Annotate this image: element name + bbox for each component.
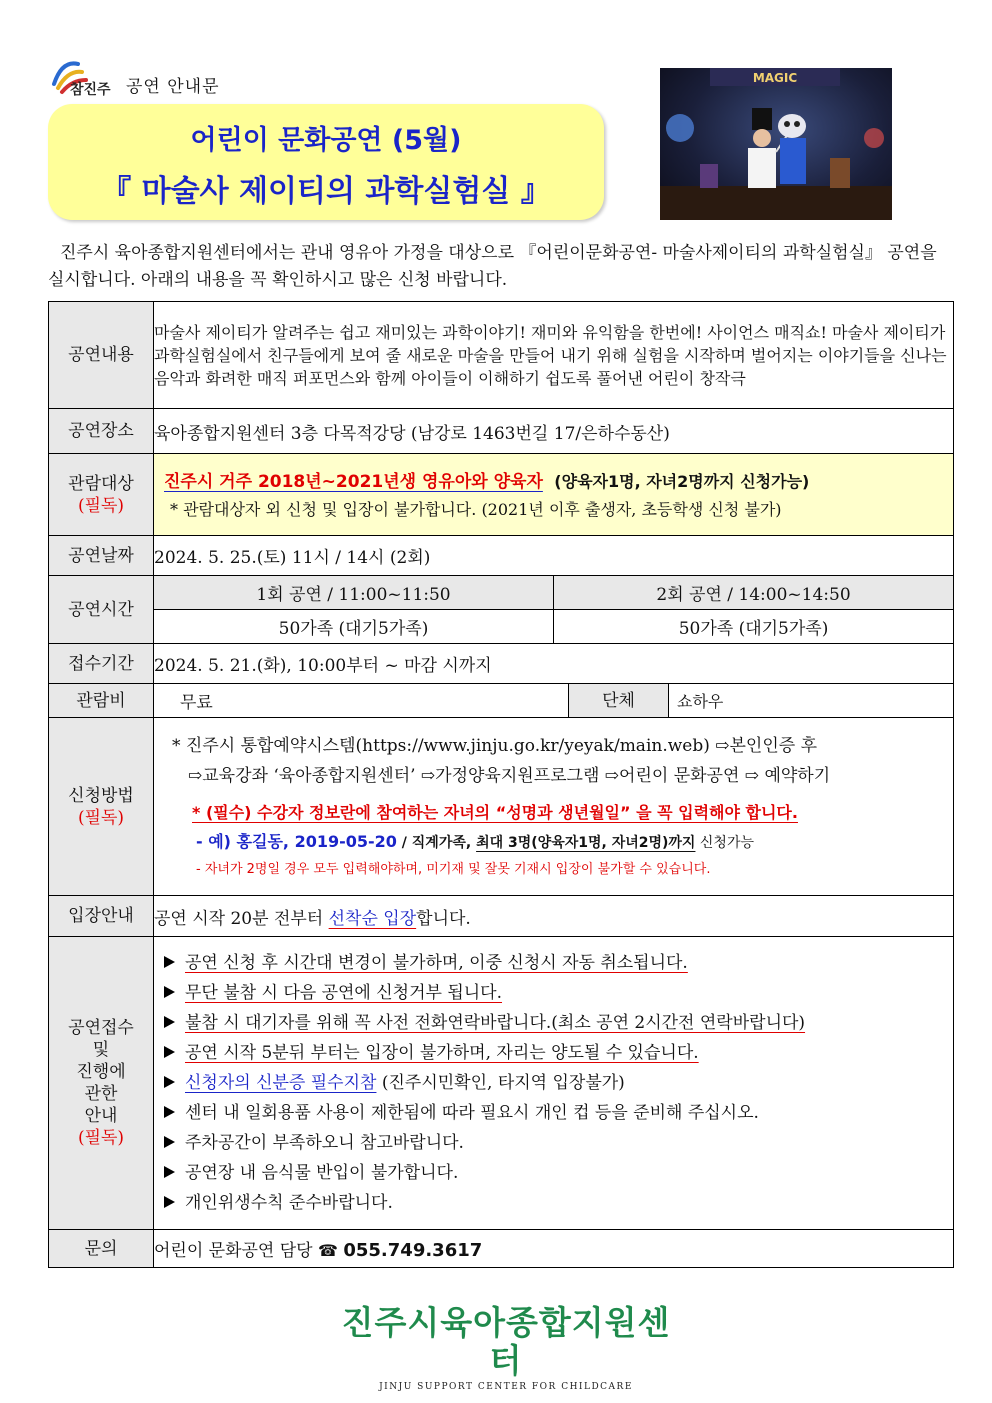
intro-paragraph: 진주시 육아종합지원센터에서는 관내 영유아 가정을 대상으로 『어린이문화공연- 마술사제이티의 과학실험실』 공연을 실시합니다. 아래의 내용을 꼭 확인하시고 많은 신청 바랍니다. bbox=[48, 243, 937, 290]
apply-line1: * 진주시 통합예약시스템(https://www.jinju.go.kr/yeyak/main.web) ⇨본인인증 후 bbox=[172, 736, 818, 756]
bullet-triangle-icon bbox=[164, 1016, 175, 1028]
guide-item: 무단 불참 시 다음 공연에 신청거부 됩니다. bbox=[164, 978, 945, 1008]
apply-warning: - 자녀가 2명일 경우 모두 입력해야하며, 미기재 및 잘못 기재시 입장이 불가할 수 있습니다. bbox=[196, 862, 711, 877]
row-date bbox=[49, 536, 954, 576]
row-content bbox=[49, 302, 954, 409]
session2-capacity: 50가족 (대기5가족) bbox=[554, 610, 954, 644]
magic-show-photo bbox=[660, 68, 892, 220]
fee-value: 무료 bbox=[154, 684, 569, 718]
event-title: 어린이 문화공연 (5월) bbox=[190, 125, 462, 156]
guide-id-suffix: (진주시민확인, 타지역 입장불가) bbox=[376, 1073, 625, 1093]
audience-note: * 관람대상자 외 신청 및 입장이 불가합니다. (2021년 이후 출생자, 초등학생 신청 불가) bbox=[170, 499, 782, 519]
reception-text: 2024. 5. 21.(화), 10:00부터 ~ 마감 시까지 bbox=[154, 644, 954, 684]
audience-cell bbox=[154, 454, 954, 536]
time-subtable bbox=[154, 576, 953, 643]
guide-item: 센터 내 일회용품 사용이 제한됨에 따라 필요시 개인 컵 등을 준비해 주십시오. bbox=[164, 1098, 945, 1128]
bullet-triangle-icon bbox=[164, 1196, 175, 1208]
apply-example-line bbox=[192, 827, 945, 858]
label-guide bbox=[49, 937, 154, 1230]
entry-highlight: 선착순 입장 bbox=[328, 908, 417, 929]
apply-label-text: 신청방법 bbox=[68, 785, 134, 806]
footer-logo-text: 진주시육아종합지원센터 bbox=[341, 1303, 671, 1380]
apply-line2: ⇨교육강좌 ‘육아종합지원센터’ ⇨가정양육지원프로그램 ⇨어린이 문화공연 ⇨ 예약하기 bbox=[188, 766, 831, 786]
session1-time: 1회 공연 / 11:00~11:50 bbox=[154, 576, 554, 610]
group-value: 쇼하우 bbox=[669, 684, 954, 718]
guide-label-5: 안내 bbox=[84, 1106, 118, 1126]
label-audience bbox=[49, 454, 154, 536]
label-contact: 문의 bbox=[49, 1230, 154, 1268]
venue-text: 육아종합지원센터 3층 다목적강당 (남강로 1463번길 17/은하수동산) bbox=[154, 409, 954, 454]
label-time: 공연시간 bbox=[49, 576, 154, 644]
bullet-triangle-icon bbox=[164, 1166, 175, 1178]
jinju-city-logo bbox=[48, 54, 116, 98]
row-guide bbox=[49, 937, 954, 1230]
guide-item: 개인위생수칙 준수바랍니다. bbox=[164, 1188, 945, 1218]
row-audience bbox=[49, 454, 954, 536]
apply-example-mid: / 직계가족, bbox=[396, 835, 477, 851]
label-venue: 공연장소 bbox=[49, 409, 154, 454]
footer-logo-subtext: JINJU SUPPORT CENTER FOR CHILDCARE bbox=[379, 1382, 633, 1392]
guide-required: (필독) bbox=[77, 1128, 125, 1148]
guide-label-3: 진행에 bbox=[76, 1062, 126, 1082]
logo-text: 참진주 bbox=[70, 82, 111, 98]
label-group: 단체 bbox=[569, 684, 669, 718]
bullet-triangle-icon bbox=[164, 1076, 175, 1088]
entry-suffix: 합니다. bbox=[416, 908, 471, 929]
apply-example-prefix: - 예) 홍길동, 2019-05-20 bbox=[196, 832, 397, 851]
entry-prefix: 공연 시작 20분 전부터 bbox=[154, 908, 329, 929]
apply-example-limit: 최대 3명(양육자1명, 자녀2명)까지 bbox=[476, 835, 696, 851]
guide-item: 주차공간이 부족하오니 참고바랍니다. bbox=[164, 1128, 945, 1158]
magic-banner-text: MAGIC bbox=[752, 71, 798, 85]
audience-limit: (양육자1명, 자녀2명까지 신청가능) bbox=[554, 471, 810, 491]
info-table bbox=[48, 301, 954, 1268]
row-apply bbox=[49, 718, 954, 896]
row-entry bbox=[49, 896, 954, 937]
audience-required: (필독) bbox=[77, 495, 125, 516]
guide-item: 공연 신청 후 시간대 변경이 불가하며, 이중 신청시 자동 취소됩니다. bbox=[164, 948, 945, 978]
row-reception bbox=[49, 644, 954, 684]
bullet-triangle-icon bbox=[164, 986, 175, 998]
notice-label: 공연 안내문 bbox=[126, 77, 220, 97]
guide-item: 공연 시작 5분뒤 부터는 입장이 불가하며, 자리는 양도될 수 있습니다. bbox=[164, 1038, 945, 1068]
guide-label-1: 공연접수 bbox=[68, 1018, 134, 1038]
apply-required: (필독) bbox=[77, 807, 125, 828]
footer-center-logo bbox=[326, 1303, 686, 1392]
apply-must-note: * (필수) 수강자 정보란에 참여하는 자녀의 “성명과 생년월일” 을 꼭 입력해야 합니다. bbox=[192, 803, 798, 822]
bullet-triangle-icon bbox=[164, 1046, 175, 1058]
audience-label-text: 관람대상 bbox=[68, 473, 134, 494]
bullet-triangle-icon bbox=[164, 1106, 175, 1118]
show-title: 『 마술사 제이티의 과학실험실 』 bbox=[101, 174, 551, 209]
date-text: 2024. 5. 25.(토) 11시 / 14시 (2회) bbox=[154, 536, 954, 576]
guide-item: 공연장 내 음식물 반입이 불가합니다. bbox=[164, 1158, 945, 1188]
entry-cell bbox=[154, 896, 954, 937]
guide-label-2: 및 bbox=[92, 1040, 110, 1060]
contact-prefix: 어린이 문화공연 담당 bbox=[154, 1241, 319, 1261]
guide-label-4: 관한 bbox=[84, 1084, 118, 1104]
bullet-triangle-icon bbox=[164, 1136, 175, 1148]
guide-cell bbox=[154, 937, 954, 1230]
label-reception: 접수기간 bbox=[49, 644, 154, 684]
bullet-triangle-icon bbox=[164, 956, 175, 968]
guide-id-highlight: 신청자의 신분증 필수지참 bbox=[185, 1073, 377, 1093]
apply-example-suffix: 신청가능 bbox=[695, 835, 754, 851]
time-cell bbox=[154, 576, 954, 644]
label-apply bbox=[49, 718, 154, 896]
row-time bbox=[49, 576, 954, 644]
label-fee: 관람비 bbox=[49, 684, 154, 718]
contact-phone: 055.749.3617 bbox=[343, 1240, 483, 1261]
apply-cell bbox=[154, 718, 954, 896]
session2-time: 2회 공연 / 14:00~14:50 bbox=[554, 576, 954, 610]
session1-capacity: 50가족 (대기5가족) bbox=[154, 610, 554, 644]
row-fee bbox=[49, 684, 954, 718]
guide-item: 불참 시 대기자를 위해 꼭 사전 전화연락바랍니다.(최소 공연 2시간전 연락바랍니다) bbox=[164, 1008, 945, 1038]
content-description: 마술사 제이티가 알려주는 쉽고 재미있는 과학이야기! 재미와 유익함을 한번에! 사이언스 매직쇼! 마술사 제이티가 과학실험실에서 친구들에게 보여 줄 새로운 마술을 만들어 내기 위해 실험을 시작하며 벌어지는 이야기들을 신나는 음악과 화려한 매직 퍼포먼스와 함께 아이들이 이해하기 쉽도록 풀어낸 어린이 창작극 bbox=[154, 302, 954, 409]
label-content: 공연내용 bbox=[49, 302, 154, 409]
audience-highlight: 진주시 거주 2018년~2021년생 영유아와 양육자 bbox=[164, 471, 543, 492]
label-date: 공연날짜 bbox=[49, 536, 154, 576]
row-venue bbox=[49, 409, 954, 454]
row-contact bbox=[49, 1230, 954, 1268]
phone-icon: ☎ bbox=[318, 1241, 338, 1260]
label-entry: 입장안내 bbox=[49, 896, 154, 937]
guide-item-id bbox=[164, 1068, 945, 1098]
title-box bbox=[48, 104, 604, 220]
contact-cell bbox=[154, 1230, 954, 1268]
